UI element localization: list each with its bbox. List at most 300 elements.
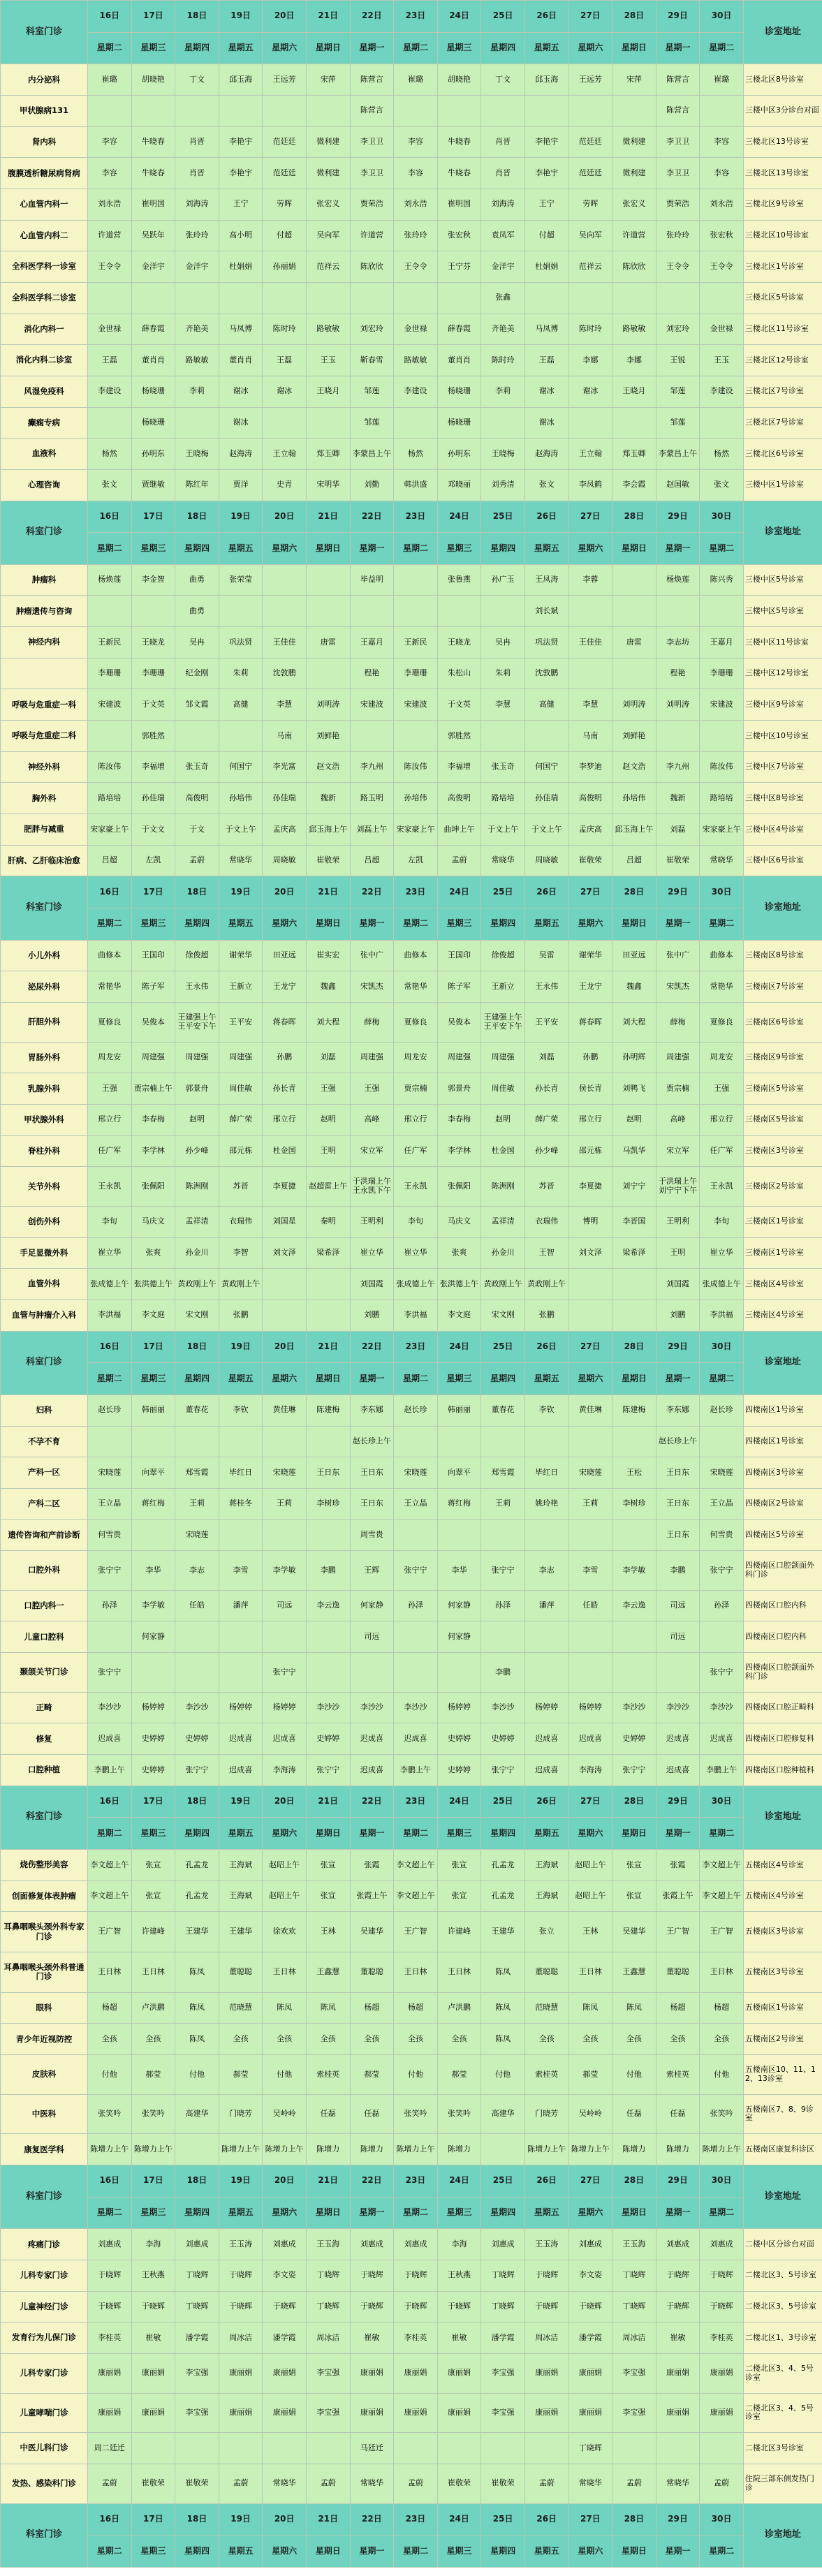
department-name: 产科一区 xyxy=(1,1457,88,1489)
doctor-cell: 赵昭上午 xyxy=(263,1850,307,1881)
weekday-cell: 星期二 xyxy=(700,1818,744,1850)
doctor-cell: 杜娟娟 xyxy=(219,251,263,283)
doctor-cell: 李文超上午 xyxy=(394,1850,438,1881)
doctor-cell: 贾洋 xyxy=(219,469,263,501)
doctor-cell: 巩法贤 xyxy=(524,627,568,658)
doctor-cell xyxy=(568,282,612,314)
doctor-cell xyxy=(175,95,219,126)
doctor-cell: 赵国敏 xyxy=(656,469,700,501)
doctor-cell: 陈增力上午 xyxy=(568,2134,612,2165)
doctor-cell: 邢立行 xyxy=(700,1104,744,1135)
doctor-cell: 李志 xyxy=(175,1551,219,1591)
doctor-cell: 蒋春晖 xyxy=(263,1003,307,1043)
doctor-cell: 李莉 xyxy=(481,376,525,407)
weekday-cell: 星期二 xyxy=(700,32,744,64)
doctor-cell: 王强 xyxy=(700,1073,744,1105)
doctor-cell: 王海斌 xyxy=(524,1881,568,1912)
doctor-cell: 史青 xyxy=(263,469,307,501)
weekday-cell: 星期二 xyxy=(88,533,132,565)
doctor-cell: 于晓辉 xyxy=(700,2291,744,2323)
date-cell: 22日 xyxy=(350,2165,394,2197)
date-cell: 25日 xyxy=(481,876,525,908)
doctor-cell: 史婷婷 xyxy=(612,1723,656,1755)
doctor-cell xyxy=(568,95,612,126)
doctor-cell: 康丽娟 xyxy=(524,2393,568,2433)
date-cell: 17日 xyxy=(131,2165,175,2197)
room-location: 三楼中区5号诊室 xyxy=(743,596,822,627)
doctor-cell: 牛晓春 xyxy=(437,158,481,189)
room-location: 三楼中区5号诊室 xyxy=(743,564,822,596)
room-location: 三楼中区6号诊室 xyxy=(743,845,822,876)
date-cell: 23日 xyxy=(394,2165,438,2197)
doctor-cell: 崔敬荣 xyxy=(437,2464,481,2503)
doctor-cell: 张宏义 xyxy=(612,189,656,220)
doctor-cell: 马庆文 xyxy=(131,1206,175,1237)
doctor-cell: 常晓华 xyxy=(656,2464,700,2503)
schedule-row xyxy=(1,845,822,876)
doctor-cell: 王永凯 xyxy=(394,1167,438,1207)
doctor-cell: 李蒙昌上午 xyxy=(350,439,394,470)
date-cell: 23日 xyxy=(394,1331,438,1363)
doctor-cell: 孙长青 xyxy=(263,1073,307,1105)
department-name: 内分泌科 xyxy=(1,64,88,96)
doctor-cell: 李智 xyxy=(219,1237,263,1269)
doctor-cell xyxy=(219,721,263,752)
doctor-cell: 张宁宁 xyxy=(481,1755,525,1786)
schedule-row xyxy=(1,1394,822,1426)
doctor-cell: 宋建波 xyxy=(700,689,744,721)
doctor-cell: 陈凤 xyxy=(306,1992,350,2024)
schedule-row xyxy=(1,814,822,846)
doctor-cell: 王国印 xyxy=(131,940,175,971)
doctor-cell: 于晓辉 xyxy=(656,2291,700,2323)
doctor-cell: 梁希泽 xyxy=(306,1237,350,1269)
doctor-cell: 迟成喜 xyxy=(568,1723,612,1755)
doctor-cell xyxy=(524,1426,568,1457)
doctor-cell xyxy=(131,1426,175,1457)
doctor-cell: 王日东 xyxy=(656,1519,700,1551)
schedule-row xyxy=(1,1692,822,1723)
doctor-cell: 全孩 xyxy=(263,2024,307,2055)
doctor-cell xyxy=(131,596,175,627)
doctor-cell: 宋晓莲 xyxy=(88,1457,132,1489)
doctor-cell: 王明 xyxy=(656,1237,700,1269)
weekday-cell: 星期四 xyxy=(481,908,525,941)
doctor-cell: 崔实宏 xyxy=(306,940,350,971)
doctor-cell: 李珊珊 xyxy=(394,658,438,689)
doctor-cell: 王磊 xyxy=(88,345,132,376)
weekday-cell: 星期一 xyxy=(350,908,394,941)
doctor-cell: 张笑吟 xyxy=(88,2094,132,2134)
weekday-cell: 星期一 xyxy=(656,1363,700,1395)
doctor-cell: 李学林 xyxy=(131,1135,175,1167)
doctor-cell: 黄政刚上午 xyxy=(524,1269,568,1300)
doctor-cell: 王强 xyxy=(350,1073,394,1105)
department-name: 血管外科 xyxy=(1,1269,88,1300)
doctor-cell: 周建强 xyxy=(219,1042,263,1073)
doctor-cell xyxy=(612,658,656,689)
doctor-cell: 孙培伟 xyxy=(612,783,656,814)
doctor-cell: 薛春霞 xyxy=(131,314,175,345)
doctor-cell: 曲坤上午 xyxy=(437,814,481,846)
doctor-cell: 王国印 xyxy=(437,940,481,971)
room-location: 四楼南区口腔修复科 xyxy=(743,1723,822,1755)
doctor-cell xyxy=(306,407,350,439)
doctor-cell: 宋萍 xyxy=(306,64,350,96)
doctor-cell: 范祥云 xyxy=(306,251,350,283)
doctor-cell: 马凤博 xyxy=(219,314,263,345)
doctor-cell: 常艳华 xyxy=(88,971,132,1003)
doctor-cell: 王日东 xyxy=(656,1488,700,1519)
doctor-cell: 陈增力 xyxy=(612,2134,656,2165)
schedule-row xyxy=(1,282,822,314)
weekday-cell: 星期五 xyxy=(524,908,568,941)
doctor-cell: 赵海涛 xyxy=(524,439,568,470)
room-location: 四楼南区3号诊室 xyxy=(743,1457,822,1489)
department-name: 全科医学科二诊室 xyxy=(1,282,88,314)
doctor-cell: 李艳宇 xyxy=(219,158,263,189)
doctor-cell: 刘永浩 xyxy=(700,189,744,220)
doctor-cell: 王海斌 xyxy=(219,1881,263,1912)
doctor-cell: 许道营 xyxy=(350,220,394,251)
department-name: 妇科 xyxy=(1,1394,88,1426)
weekday-cell: 星期四 xyxy=(175,32,219,64)
doctor-cell xyxy=(219,95,263,126)
doctor-cell xyxy=(175,721,219,752)
doctor-cell: 康丽娟 xyxy=(350,2353,394,2393)
doctor-cell: 李钦 xyxy=(524,1394,568,1426)
doctor-cell: 向翠平 xyxy=(437,1457,481,1489)
doctor-cell: 薛梅 xyxy=(350,1003,394,1043)
weekday-header-row xyxy=(1,533,822,565)
doctor-cell: 董肖肖 xyxy=(131,345,175,376)
weekday-cell: 星期日 xyxy=(612,2197,656,2229)
doctor-cell: 曲修本 xyxy=(394,940,438,971)
schedule-row xyxy=(1,1300,822,1331)
doctor-cell xyxy=(394,1519,438,1551)
doctor-cell: 门晓芳 xyxy=(524,2094,568,2134)
doctor-cell xyxy=(700,407,744,439)
weekday-cell: 星期四 xyxy=(481,1818,525,1850)
room-location: 五楼南区3号诊室 xyxy=(743,1912,822,1952)
doctor-cell: 李宝强 xyxy=(612,2353,656,2393)
weekday-cell: 星期二 xyxy=(700,908,744,941)
schedule-body xyxy=(1,1,822,2568)
weekday-cell: 星期二 xyxy=(88,1818,132,1850)
doctor-cell: 王新民 xyxy=(394,627,438,658)
department-name: 腹膜透析糖尿病肾病 xyxy=(1,158,88,189)
date-cell: 22日 xyxy=(350,2503,394,2535)
doctor-cell xyxy=(568,1426,612,1457)
doctor-cell: 康丽娟 xyxy=(88,2393,132,2433)
doctor-cell: 王强 xyxy=(306,1073,350,1105)
schedule-row xyxy=(1,1003,822,1043)
doctor-cell: 王晓月 xyxy=(306,376,350,407)
doctor-cell: 潘学霞 xyxy=(481,2323,525,2354)
room-location: 二楼北区3号诊室 xyxy=(743,2433,822,2464)
doctor-cell: 宋立军 xyxy=(656,1135,700,1167)
schedule-row xyxy=(1,407,822,439)
room-location: 三楼中区1号诊室 xyxy=(743,469,822,501)
doctor-cell: 于晓辉 xyxy=(437,2291,481,2323)
date-cell: 16日 xyxy=(88,501,132,533)
doctor-cell xyxy=(131,1653,175,1693)
doctor-cell: 王广智 xyxy=(700,1912,744,1952)
doctor-cell: 孙明东 xyxy=(437,439,481,470)
weekday-cell: 星期五 xyxy=(524,2197,568,2229)
weekday-cell: 星期四 xyxy=(175,1818,219,1850)
department-name: 中医儿科门诊 xyxy=(1,2433,88,2464)
doctor-cell xyxy=(306,1519,350,1551)
doctor-cell: 李珊珊 xyxy=(700,658,744,689)
doctor-cell: 王立晶 xyxy=(700,1488,744,1519)
doctor-cell: 李会霞 xyxy=(612,469,656,501)
doctor-cell: 李文超上午 xyxy=(394,1881,438,1912)
doctor-cell: 郝莹 xyxy=(131,2055,175,2095)
doctor-cell: 赵昭上午 xyxy=(568,1881,612,1912)
doctor-cell: 于晓辉 xyxy=(394,2291,438,2323)
weekday-cell: 星期三 xyxy=(437,32,481,64)
date-cell: 30日 xyxy=(700,2165,744,2197)
doctor-cell: 张宣 xyxy=(306,1881,350,1912)
weekday-cell: 星期四 xyxy=(175,908,219,941)
doctor-cell: 康丽娟 xyxy=(437,2393,481,2433)
schedule-row xyxy=(1,689,822,721)
doctor-cell xyxy=(306,2433,350,2464)
doctor-cell: 王宁 xyxy=(219,189,263,220)
doctor-cell: 贾宗楠 xyxy=(394,1073,438,1105)
date-header-row xyxy=(1,2503,822,2535)
date-cell: 19日 xyxy=(219,2503,263,2535)
doctor-cell: 刘惠成 xyxy=(88,2229,132,2260)
doctor-cell: 李桂英 xyxy=(394,2323,438,2354)
doctor-cell: 李宝强 xyxy=(306,2353,350,2393)
department-name: 甲状腺外科 xyxy=(1,1104,88,1135)
doctor-cell: 王立晶 xyxy=(394,1488,438,1519)
doctor-cell: 索桂英 xyxy=(524,2055,568,2095)
doctor-cell: 张成德上午 xyxy=(700,1269,744,1300)
doctor-cell: 刘永浩 xyxy=(88,189,132,220)
doctor-cell: 许建峰 xyxy=(131,1912,175,1952)
date-cell: 24日 xyxy=(437,2503,481,2535)
doctor-cell: 王鑫慧 xyxy=(612,1952,656,1993)
doctor-cell: 郑玉卿 xyxy=(612,439,656,470)
schedule-row xyxy=(1,564,822,596)
doctor-cell: 刘国霞 xyxy=(656,1269,700,1300)
doctor-cell: 于文上午 xyxy=(219,814,263,846)
doctor-cell: 李容 xyxy=(394,126,438,158)
doctor-cell: 康丽娟 xyxy=(131,2393,175,2433)
doctor-cell: 刘惠成 xyxy=(263,2229,307,2260)
doctor-cell: 王永伟 xyxy=(175,971,219,1003)
doctor-cell xyxy=(481,721,525,752)
doctor-cell xyxy=(394,2433,438,2464)
room-location: 四楼南区口腔内科 xyxy=(743,1621,822,1653)
doctor-cell: 邢立行 xyxy=(568,1104,612,1135)
doctor-cell: 李树珍 xyxy=(612,1488,656,1519)
doctor-cell: 常晓华 xyxy=(481,845,525,876)
doctor-cell xyxy=(612,1269,656,1300)
doctor-cell xyxy=(263,1300,307,1331)
location-header: 诊室地址 xyxy=(743,1,822,64)
date-cell: 30日 xyxy=(700,1786,744,1818)
department-name: 口腔种植 xyxy=(1,1755,88,1786)
doctor-cell: 谢荣华 xyxy=(568,940,612,971)
doctor-cell: 李蓉 xyxy=(568,564,612,596)
doctor-cell: 宋晓莲 xyxy=(394,1457,438,1489)
date-cell: 16日 xyxy=(88,1786,132,1818)
doctor-cell: 侯长青 xyxy=(568,1073,612,1105)
doctor-cell: 王玉 xyxy=(306,345,350,376)
doctor-cell: 康丽娟 xyxy=(656,2393,700,2433)
doctor-cell: 韩丽丽 xyxy=(131,1394,175,1426)
doctor-cell: 孙少峰 xyxy=(524,1135,568,1167)
doctor-cell: 刘惠成 xyxy=(394,2229,438,2260)
doctor-cell xyxy=(263,1426,307,1457)
doctor-cell: 范祥云 xyxy=(568,251,612,283)
doctor-cell: 陈凤 xyxy=(263,1992,307,2024)
doctor-cell: 潘学霞 xyxy=(568,2323,612,2354)
date-cell: 21日 xyxy=(306,501,350,533)
room-location: 三楼南区7号诊室 xyxy=(743,971,822,1003)
doctor-cell: 孙金川 xyxy=(175,1237,219,1269)
doctor-cell xyxy=(612,1621,656,1653)
doctor-cell: 孔孟龙 xyxy=(175,1850,219,1881)
doctor-cell: 王玉海 xyxy=(612,2229,656,2260)
doctor-cell: 吴冉 xyxy=(481,627,525,658)
department-name: 创面修复体表肿瘤 xyxy=(1,1881,88,1912)
doctor-cell: 李文超上午 xyxy=(700,1881,744,1912)
weekday-cell: 星期四 xyxy=(175,1363,219,1395)
weekday-cell: 星期四 xyxy=(481,1363,525,1395)
schedule-row xyxy=(1,1551,822,1591)
doctor-cell: 刘大程 xyxy=(306,1003,350,1043)
doctor-cell: 迟成喜 xyxy=(263,1723,307,1755)
room-location: 四楼南区口腔颌面外科门诊 xyxy=(743,1653,822,1693)
date-cell: 18日 xyxy=(175,876,219,908)
doctor-cell: 赵长珍上午 xyxy=(656,1426,700,1457)
doctor-cell: 高健 xyxy=(219,689,263,721)
doctor-cell: 潘学霞 xyxy=(263,2323,307,2354)
doctor-cell xyxy=(524,95,568,126)
doctor-cell: 周龙安 xyxy=(700,1042,744,1073)
doctor-cell: 丁晓辉 xyxy=(175,2291,219,2323)
doctor-cell: 夏修良 xyxy=(394,1003,438,1043)
doctor-cell: 李慧 xyxy=(481,689,525,721)
doctor-cell: 李文姿 xyxy=(568,2260,612,2291)
date-cell: 17日 xyxy=(131,1,175,33)
weekday-header-row xyxy=(1,32,822,64)
date-cell: 29日 xyxy=(656,2165,700,2197)
location-header: 诊室地址 xyxy=(743,2503,822,2567)
doctor-cell xyxy=(612,596,656,627)
schedule-row xyxy=(1,658,822,689)
doctor-cell: 郝莹 xyxy=(568,2055,612,2095)
weekday-cell: 星期二 xyxy=(394,533,438,565)
date-cell: 22日 xyxy=(350,501,394,533)
doctor-cell: 王建华 xyxy=(175,1912,219,1952)
doctor-cell: 王日林 xyxy=(437,1952,481,1993)
doctor-cell: 路敏敏 xyxy=(394,345,438,376)
doctor-cell xyxy=(481,1426,525,1457)
doctor-cell: 魏鑫 xyxy=(612,971,656,1003)
weekday-header-row xyxy=(1,908,822,941)
doctor-cell: 周佳敏 xyxy=(481,1073,525,1105)
doctor-cell xyxy=(437,95,481,126)
room-location: 三楼中区8号诊室 xyxy=(743,783,822,814)
department-name: 修复 xyxy=(1,1723,88,1755)
schedule-row xyxy=(1,95,822,126)
weekday-cell: 星期二 xyxy=(700,2535,744,2568)
doctor-cell: 王明利 xyxy=(350,1206,394,1237)
department-name: 手足显微外科 xyxy=(1,1237,88,1269)
doctor-cell xyxy=(306,282,350,314)
date-cell: 23日 xyxy=(394,1786,438,1818)
doctor-cell: 董聪聪 xyxy=(524,1952,568,1993)
department-name: 肾内科 xyxy=(1,126,88,158)
date-cell: 26日 xyxy=(524,1786,568,1818)
doctor-cell: 董肖肖 xyxy=(437,345,481,376)
doctor-cell: 杨然 xyxy=(394,439,438,470)
department-name: 甲状腺病131 xyxy=(1,95,88,126)
doctor-cell: 康丽娟 xyxy=(219,2393,263,2433)
doctor-cell: 赵昭上午 xyxy=(568,1850,612,1881)
doctor-cell: 王令令 xyxy=(700,251,744,283)
weekday-cell: 星期五 xyxy=(524,1363,568,1395)
date-cell: 26日 xyxy=(524,501,568,533)
doctor-cell: 李华 xyxy=(131,1551,175,1591)
date-cell: 29日 xyxy=(656,2503,700,2535)
doctor-cell: 王玉涛 xyxy=(219,2229,263,2260)
doctor-cell xyxy=(481,407,525,439)
doctor-cell: 孙明东 xyxy=(131,439,175,470)
doctor-cell xyxy=(394,596,438,627)
doctor-cell: 张宁宁 xyxy=(88,1653,132,1693)
doctor-cell: 孟蔚 xyxy=(219,2464,263,2503)
doctor-cell: 付他 xyxy=(263,2055,307,2095)
doctor-cell: 崔立华 xyxy=(394,1237,438,1269)
doctor-cell: 薛广荣 xyxy=(219,1104,263,1135)
doctor-cell: 全孩 xyxy=(219,2024,263,2055)
doctor-cell: 任皓 xyxy=(175,1590,219,1621)
date-cell: 18日 xyxy=(175,1786,219,1818)
date-cell: 23日 xyxy=(394,2503,438,2535)
room-location: 三楼南区1号诊室 xyxy=(743,1237,822,1269)
room-location: 三楼南区4号诊室 xyxy=(743,1300,822,1331)
doctor-cell: 于文上午 xyxy=(481,814,525,846)
doctor-cell: 全孩 xyxy=(131,2024,175,2055)
date-cell: 23日 xyxy=(394,876,438,908)
doctor-cell: 王嘉月 xyxy=(350,627,394,658)
doctor-cell: 邢立行 xyxy=(394,1104,438,1135)
doctor-cell: 肖晋 xyxy=(481,126,525,158)
doctor-cell: 李福增 xyxy=(437,751,481,783)
doctor-cell xyxy=(306,1300,350,1331)
doctor-cell: 谢冰 xyxy=(524,376,568,407)
date-cell: 28日 xyxy=(612,2165,656,2197)
doctor-cell: 贾荣浩 xyxy=(656,189,700,220)
doctor-cell: 常晓华 xyxy=(263,2464,307,2503)
department-name: 眼科 xyxy=(1,1992,88,2024)
date-cell: 29日 xyxy=(656,1,700,33)
date-cell: 21日 xyxy=(306,1331,350,1363)
department-name: 口腔外科 xyxy=(1,1551,88,1591)
room-location: 二楼中区分诊台对面 xyxy=(743,2229,822,2260)
doctor-cell: 张玲玲 xyxy=(656,220,700,251)
doctor-cell: 康丽娟 xyxy=(568,2393,612,2433)
doctor-cell: 刘惠成 xyxy=(481,2229,525,2260)
doctor-cell: 谢荣华 xyxy=(219,940,263,971)
